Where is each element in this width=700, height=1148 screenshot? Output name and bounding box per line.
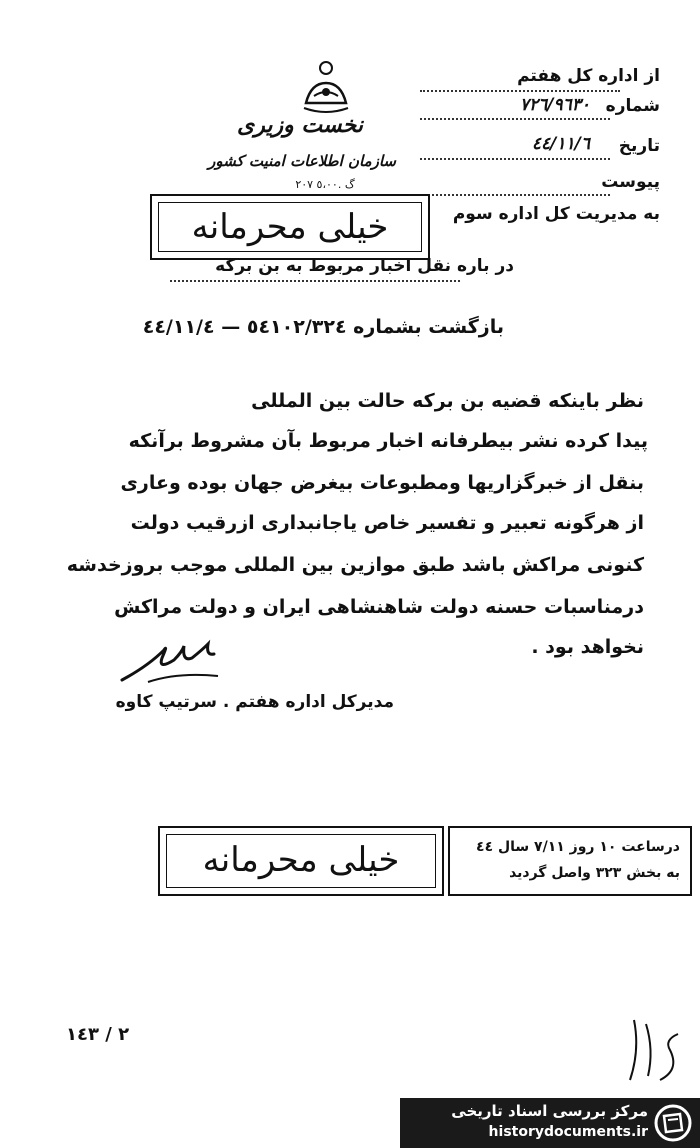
subject-line: در باره نقل اخبار مربوط به بن برکه xyxy=(215,256,514,276)
attachment-underline xyxy=(420,194,610,196)
letterhead-org: سازمان اطلاعات امنیت کشور xyxy=(208,152,396,170)
confidential-stamp-bottom-inner xyxy=(166,834,436,888)
body-line-3: بنقل از خبرگزاریها ومطبوعات بیغرض جهان بوده وعاری xyxy=(120,472,644,494)
date-value: ٤٤/١١/٦ xyxy=(531,134,590,154)
number-underline xyxy=(420,118,610,120)
handwritten-signature xyxy=(118,636,228,686)
confidential-stamp-top-text: خیلی محرمانه xyxy=(191,207,389,247)
from-underline xyxy=(420,90,620,92)
reference-line: بازگشت بشماره ٥٤١٠٢/٣٢٤ — ٤٤/١١/٤ xyxy=(142,316,504,338)
lion-and-sun-emblem-icon xyxy=(296,58,356,118)
recipient: به مدیریت کل اداره سوم xyxy=(452,204,660,224)
handwritten-mark-icon xyxy=(620,1010,690,1090)
body-line-2: پیدا کرده نشر بیطرفانه اخبار مربوط بآن مشروط برآنکه xyxy=(128,430,648,452)
date-underline xyxy=(420,158,610,160)
watermark-url: historydocuments.ir xyxy=(488,1124,648,1140)
body-line-6: درمناسبات حسنه دولت شاهنشاهی ایران و دولت مراکش xyxy=(114,596,644,618)
signatory-line: مدیرکل اداره هفتم . سرتیپ کاوه xyxy=(115,692,394,712)
archive-logo-icon xyxy=(654,1104,692,1142)
attachment-label: پیوست xyxy=(601,172,660,192)
letterhead-title: نخست وزیری xyxy=(237,112,363,138)
confidential-stamp-top xyxy=(150,194,430,260)
confidential-stamp-bottom-text: خیلی محرمانه xyxy=(202,840,400,880)
number-value: ٧٢٦/٩٦٣٠ xyxy=(519,95,590,115)
receipt-line-2: به بخش ٣٢٣ واصل گردید xyxy=(509,865,680,881)
receipt-stamp xyxy=(448,826,692,896)
confidential-stamp-bottom xyxy=(158,826,444,896)
confidential-stamp-top-inner xyxy=(158,202,422,252)
letterhead-code: گ .٥،٠٠ ٢٠٧ xyxy=(295,178,355,191)
watermark-band xyxy=(400,1098,700,1148)
from-department: از اداره کل هفتم xyxy=(517,66,660,86)
body-line-1: نظر باینکه قضیه بن برکه حالت بین المللی xyxy=(251,390,644,412)
receipt-line-1: درساعت ١٠ روز ٧/١١ سال ٤٤ xyxy=(476,839,680,855)
date-label: تاریخ xyxy=(618,136,660,156)
number-label: شماره xyxy=(605,96,660,116)
watermark-center-name: مرکز بررسی اسناد تاریخی xyxy=(451,1102,648,1120)
body-line-4: از هرگونه تعبیر و تفسیر خاص یاجانبداری ازرقیب دولت xyxy=(130,512,644,534)
body-line-5: کنونی مراکش باشد طبق موازین بین المللی موجب بروزخدشه xyxy=(66,554,644,576)
margin-note: ٢ / ١٤٣ xyxy=(66,1024,130,1045)
body-line-7: نخواهد بود . xyxy=(531,636,644,658)
subject-underline xyxy=(170,280,460,282)
